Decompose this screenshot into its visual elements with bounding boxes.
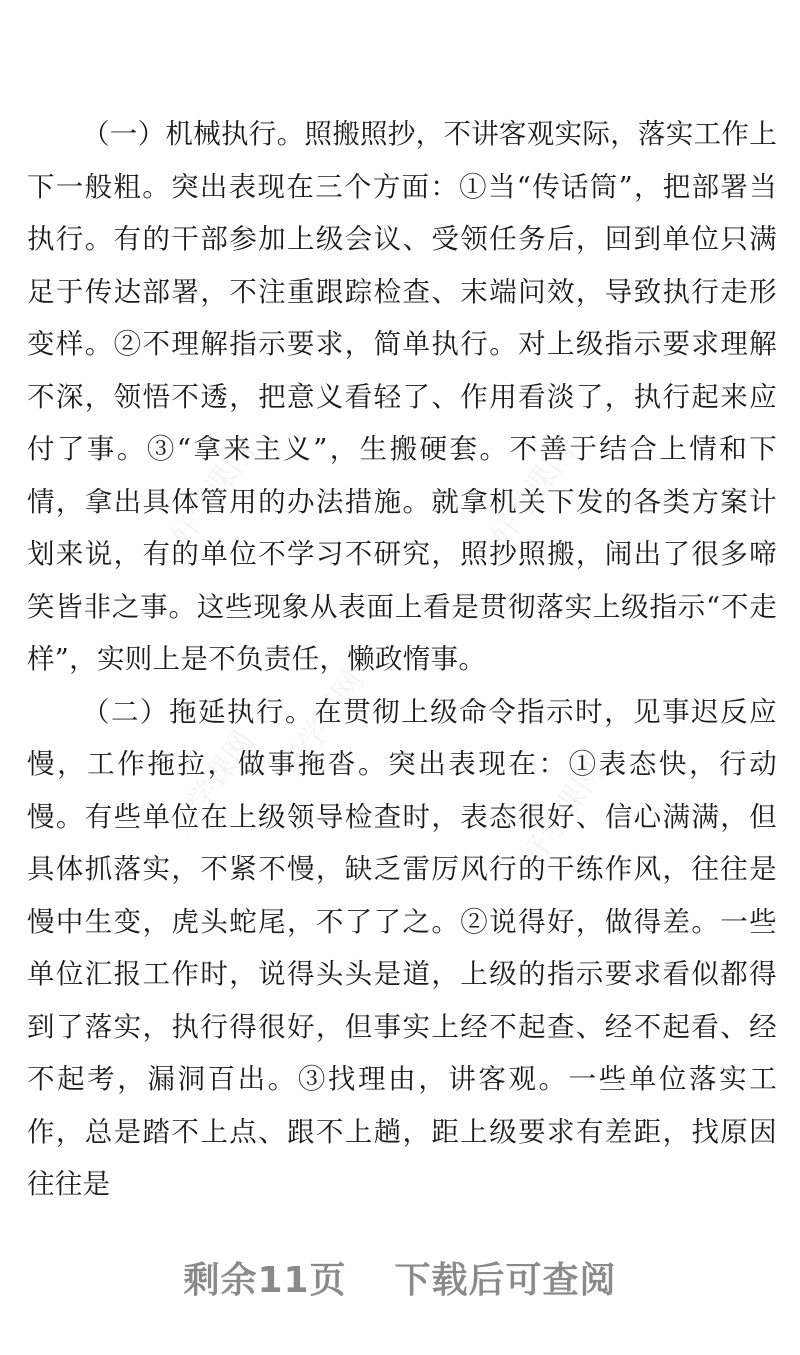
paragraph-text: 在贯彻上级命令指示时，见事迟反应慢，工作拖拉，做事拖沓。突出表现在：①表态快，行动慢。有些单位在上级领导检查时，表态很好、信心满满，但具体抓落实，不紧不慢，缺乏雷厉风行的干练作风，往往是慢中生变，虎头蛇尾，不了了之。②说得好，做得差。一些单位汇报工作时，说得头头是道，上级的指示要求看似都得到了落实，执行得很好，但事实上经不起查、经不起看、经不起考，漏洞百出。③找理由，讲客观。一些单位落实工作，总是踏不上点、跟不上趟，距上级要求有差距，找原因往往是 [27,695,777,1200]
watermark: 好学课网 [484,434,582,554]
watermark: 好学课网 [514,754,612,874]
paragraph-heading: （二）拖延执行。 [82,695,315,728]
paragraph-text: 照搬照抄，不讲客观实际，落实工作上下一般粗。突出表现在三个方面：①当“传话筒”，把部署当执行。有的干部参加上级会议、受领任务后，回到单位只满足于传达部署，不注重跟踪检查、末端问效，导致执行走形变样。②不理解指示要求，简单执行。对上级指示要求理解不深，领悟不透，把意义看轻了、作用看淡了，执行起来应付了事。③“拿来主义”，生搬硬套。不善于结合上情和下情，拿出具体管用的办法措施。就拿机关下发的各类方案计划来说，有的单位不学习不研究，照抄照搬，闹出了很多啼笑皆非之事。这些现象从表面上看是贯彻落实上级指示“不走样”，实则上是不负责任，懒政惰事。 [27,118,778,675]
watermark: 好学课网 [164,724,262,844]
download-prompt[interactable] [0,1252,800,1303]
watermark: 好学课网 [164,434,262,554]
remaining-pages-text: 剩余11页 [183,1260,347,1301]
watermark: 好学课网 [274,664,372,784]
paragraph-delayed-execution [27,686,777,1211]
download-to-view-text: 下载后可查阅 [394,1260,617,1301]
paragraph-mechanical-execution [27,108,777,686]
paragraph-heading: （一）机械执行。 [82,118,305,150]
document-body [27,108,777,1211]
